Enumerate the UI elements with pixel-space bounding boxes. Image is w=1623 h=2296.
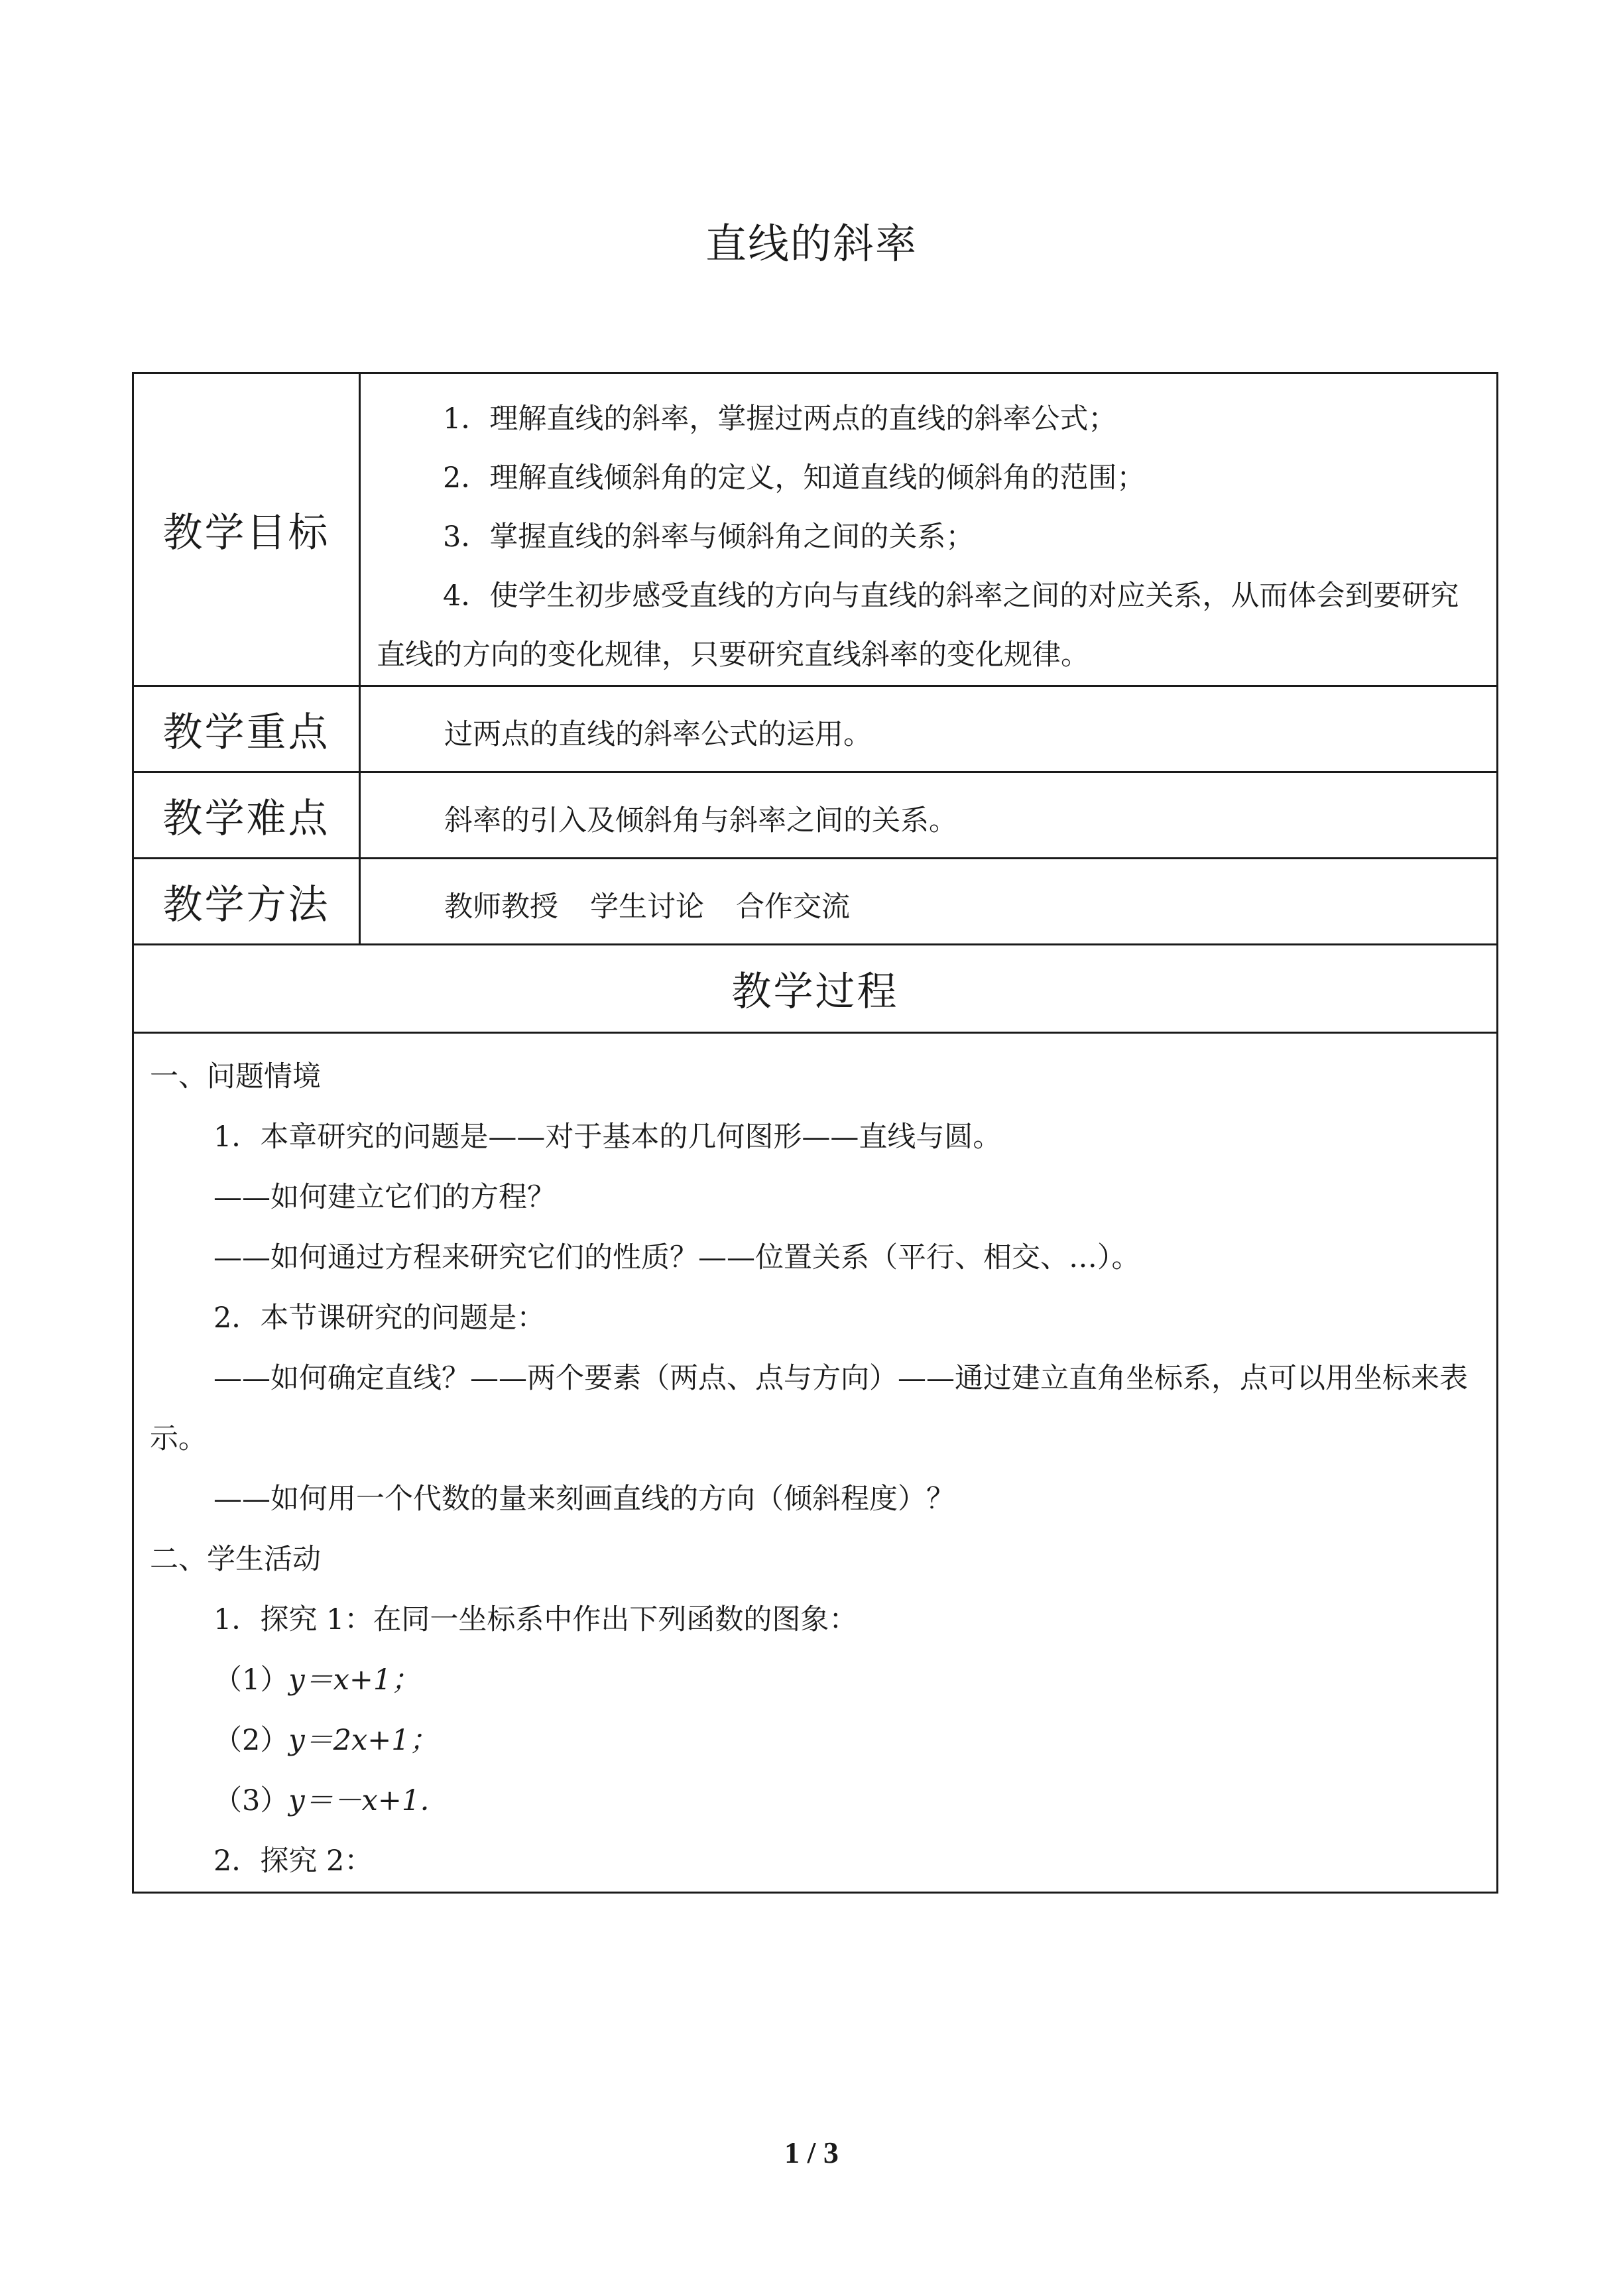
objective-item: 4．使学生初步感受直线的方向与直线的斜率之间的对应关系，从而体会到要研究直线的方向的变化规律，只要研究直线斜率的变化规律。 [377, 579, 1459, 672]
objective-item: 3．掌握直线的斜率与倾斜角之间的关系； [443, 520, 975, 554]
process-header-row [133, 945, 1498, 1033]
function-number: （2） [213, 1724, 289, 1757]
difficulty-text: 斜率的引入及倾斜角与斜率之间的关系。 [444, 804, 957, 837]
section-heading: 一、问题情境 [150, 1060, 321, 1093]
process-line: 2．本节课研究的问题是： [213, 1301, 546, 1335]
method-row [133, 859, 1498, 945]
process-line: 2．探究 2： [213, 1844, 373, 1878]
process-line: ——如何确定直线？——两个要素（两点、点与方向）——通过建立直角坐标系，点可以用坐标来表示。 [150, 1362, 1468, 1455]
difficulty-row [133, 772, 1498, 859]
method-list [361, 878, 1496, 925]
function-expression: y＝x+1； [288, 1663, 420, 1697]
function-number: （3） [213, 1784, 289, 1817]
lesson-plan-table [132, 372, 1498, 1894]
objectives-row [133, 373, 1498, 686]
document-title: 直线的斜率 [705, 219, 918, 268]
process-line: ——如何建立它们的方程？ [213, 1181, 556, 1214]
page-number: 1 / 3 [784, 2136, 839, 2169]
method-label: 教学方法 [133, 859, 360, 945]
process-body-row [133, 1033, 1498, 1893]
key-point-text: 过两点的直线的斜率公式的运用。 [444, 718, 872, 751]
function-item [150, 1771, 1482, 1831]
section-heading: 二、学生活动 [150, 1543, 321, 1576]
key-point-label: 教学重点 [133, 686, 360, 772]
difficulty-label: 教学难点 [133, 772, 360, 859]
function-expression: y＝2x+1； [288, 1724, 438, 1757]
process-line: ——如何用一个代数的量来刻画直线的方向（倾斜程度）？ [213, 1482, 955, 1516]
process-header: 教学过程 [133, 945, 1498, 1033]
process-line: 1．本章研究的问题是——对于基本的几何图形——直线与圆。 [213, 1120, 1002, 1154]
key-point-row [133, 686, 1498, 772]
function-item [150, 1711, 1482, 1771]
process-line: 1．探究 1：在同一坐标系中作出下列函数的图象： [213, 1603, 858, 1636]
method-item: 学生讨论 [590, 890, 704, 924]
function-number: （1） [213, 1663, 289, 1697]
method-item: 教师教授 [444, 890, 558, 924]
objective-item: 2．理解直线倾斜角的定义，知道直线的倾斜角的范围； [443, 461, 1146, 495]
objectives-content [360, 373, 1498, 686]
process-body [133, 1033, 1498, 1893]
function-expression: y＝－x+1． [288, 1784, 449, 1817]
objective-item: 1．理解直线的斜率，掌握过两点的直线的斜率公式； [443, 402, 1117, 436]
process-line: ——如何通过方程来研究它们的性质？——位置关系（平行、相交、…）。 [213, 1241, 1140, 1274]
function-item [150, 1650, 1482, 1711]
method-item: 合作交流 [736, 890, 850, 924]
objectives-label: 教学目标 [133, 373, 360, 686]
